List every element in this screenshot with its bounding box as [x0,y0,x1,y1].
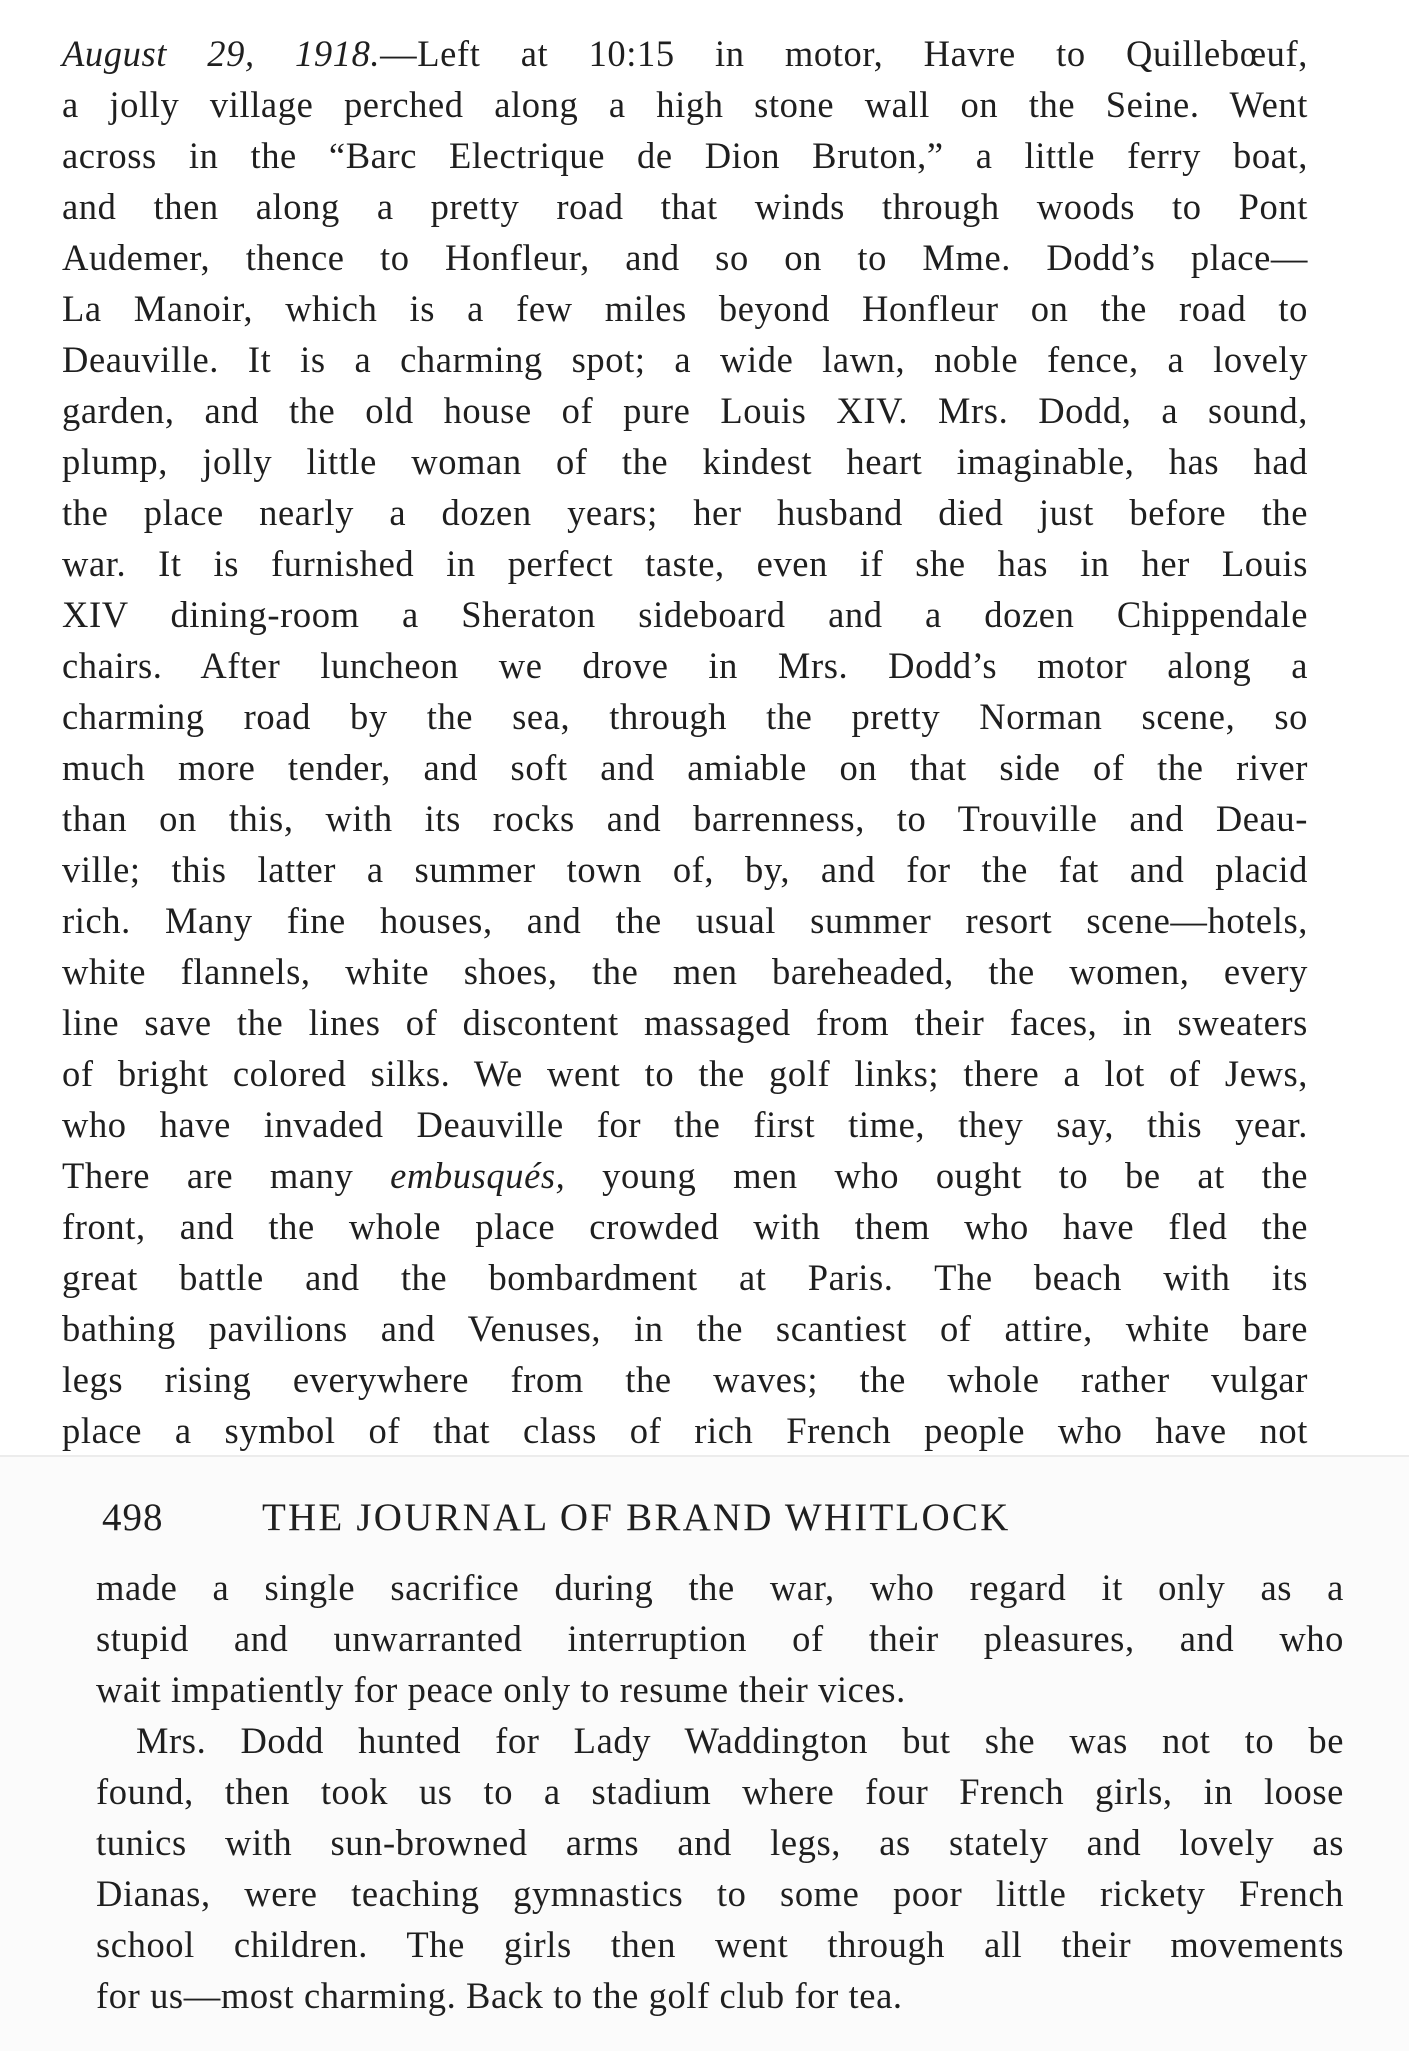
running-head [102,1488,1162,1548]
text-line: ville; this latter a summer town of, by, and for the fat and placid [62,849,1308,890]
text-line: found, then took us to a stadium where four French girls, in loose [96,1771,1344,1812]
line-text: —Left at 10:15 in motor, Havre to Quillebœuf, [380,33,1308,74]
paragraph-last-line: for us—most charming. Back to the golf club for tea. [96,1975,903,2016]
text-line: a jolly village perched along a high stone wall on the Seine. Went [62,84,1308,125]
entry-date: August 29, 1918. [62,33,381,74]
journal-entry-august-29 [62,28,1308,1456]
text-line [62,1150,1308,1201]
text-line: of bright colored silks. We went to the golf links; there a lot of Jews, [62,1053,1308,1094]
page-number: 498 [102,1496,164,1539]
text-line: Dianas, were teaching gymnastics to some poor little rickety French [96,1873,1344,1914]
text-line: school children. The girls then went through all their movements [96,1924,1344,1965]
text-line: white flannels, white shoes, the men bareheaded, the women, every [62,951,1308,992]
text-line: tunics with sun-browned arms and legs, as stately and lovely as [96,1822,1344,1863]
text-line: stupid and unwarranted interruption of their pleasures, and who [96,1618,1344,1659]
italic-term: embusqués, [390,1155,566,1196]
text-line: La Manoir, which is a few miles beyond Honfleur on the road to [62,288,1308,329]
line-text: There are many [62,1155,391,1196]
text-line: bathing pavilions and Venuses, in the scantiest of attire, white bare [62,1308,1308,1349]
text-line: line save the lines of discontent massaged from their faces, in sweaters [62,1002,1308,1043]
text-line: war. It is furnished in perfect taste, even if she has in her Louis [62,543,1308,584]
paragraph-first-line: Mrs. Dodd hunted for Lady Waddington but she was not to be [136,1720,1344,1761]
text-line: across in the “Barc Electrique de Dion Bruton,” a little ferry boat, [62,135,1308,176]
text-line: XIV dining-room a Sheraton sideboard and a dozen Chippendale [62,594,1308,635]
text-line: great battle and the bombardment at Paris. The beach with its [62,1257,1308,1298]
text-line: rich. Many fine houses, and the usual summer resort scene—hotels, [62,900,1308,941]
text-line: legs rising everywhere from the waves; the whole rather vulgar [62,1359,1308,1400]
text-line: than on this, with its rocks and barrenness, to Trouville and Deau- [62,798,1308,839]
book-title: THE JOURNAL OF BRAND WHITLOCK [262,1496,1011,1539]
text-line [62,28,1308,79]
text-line: chairs. After luncheon we drove in Mrs. Dodd’s motor along a [62,645,1308,686]
text-line: garden, and the old house of pure Louis XIV. Mrs. Dodd, a sound, [62,390,1308,431]
paragraph-last-line: wait impatiently for peace only to resume their vices. [96,1669,906,1710]
text-line: made a single sacrifice during the war, who regard it only as a [96,1567,1344,1608]
text-line: who have invaded Deauville for the first time, they say, this year. [62,1104,1308,1145]
text-line: much more tender, and soft and amiable on that side of the river [62,747,1308,788]
text-line: front, and the whole place crowded with them who have fled the [62,1206,1308,1247]
text-line: plump, jolly little woman of the kindest heart imaginable, has had [62,441,1308,482]
journal-entry-continuation [96,1562,1344,2021]
text-line: place a symbol of that class of rich French people who have not [62,1410,1308,1451]
text-line: charming road by the sea, through the pretty Norman scene, so [62,696,1308,737]
text-line: Audemer, thence to Honfleur, and so on to Mme. Dodd’s place— [62,237,1308,278]
text-line: Deauville. It is a charming spot; a wide lawn, noble fence, a lovely [62,339,1308,380]
text-line: the place nearly a dozen years; her husband died just before the [62,492,1308,533]
line-text: young men who ought to be at the [565,1155,1309,1196]
text-line: and then along a pretty road that winds through woods to Pont [62,186,1308,227]
